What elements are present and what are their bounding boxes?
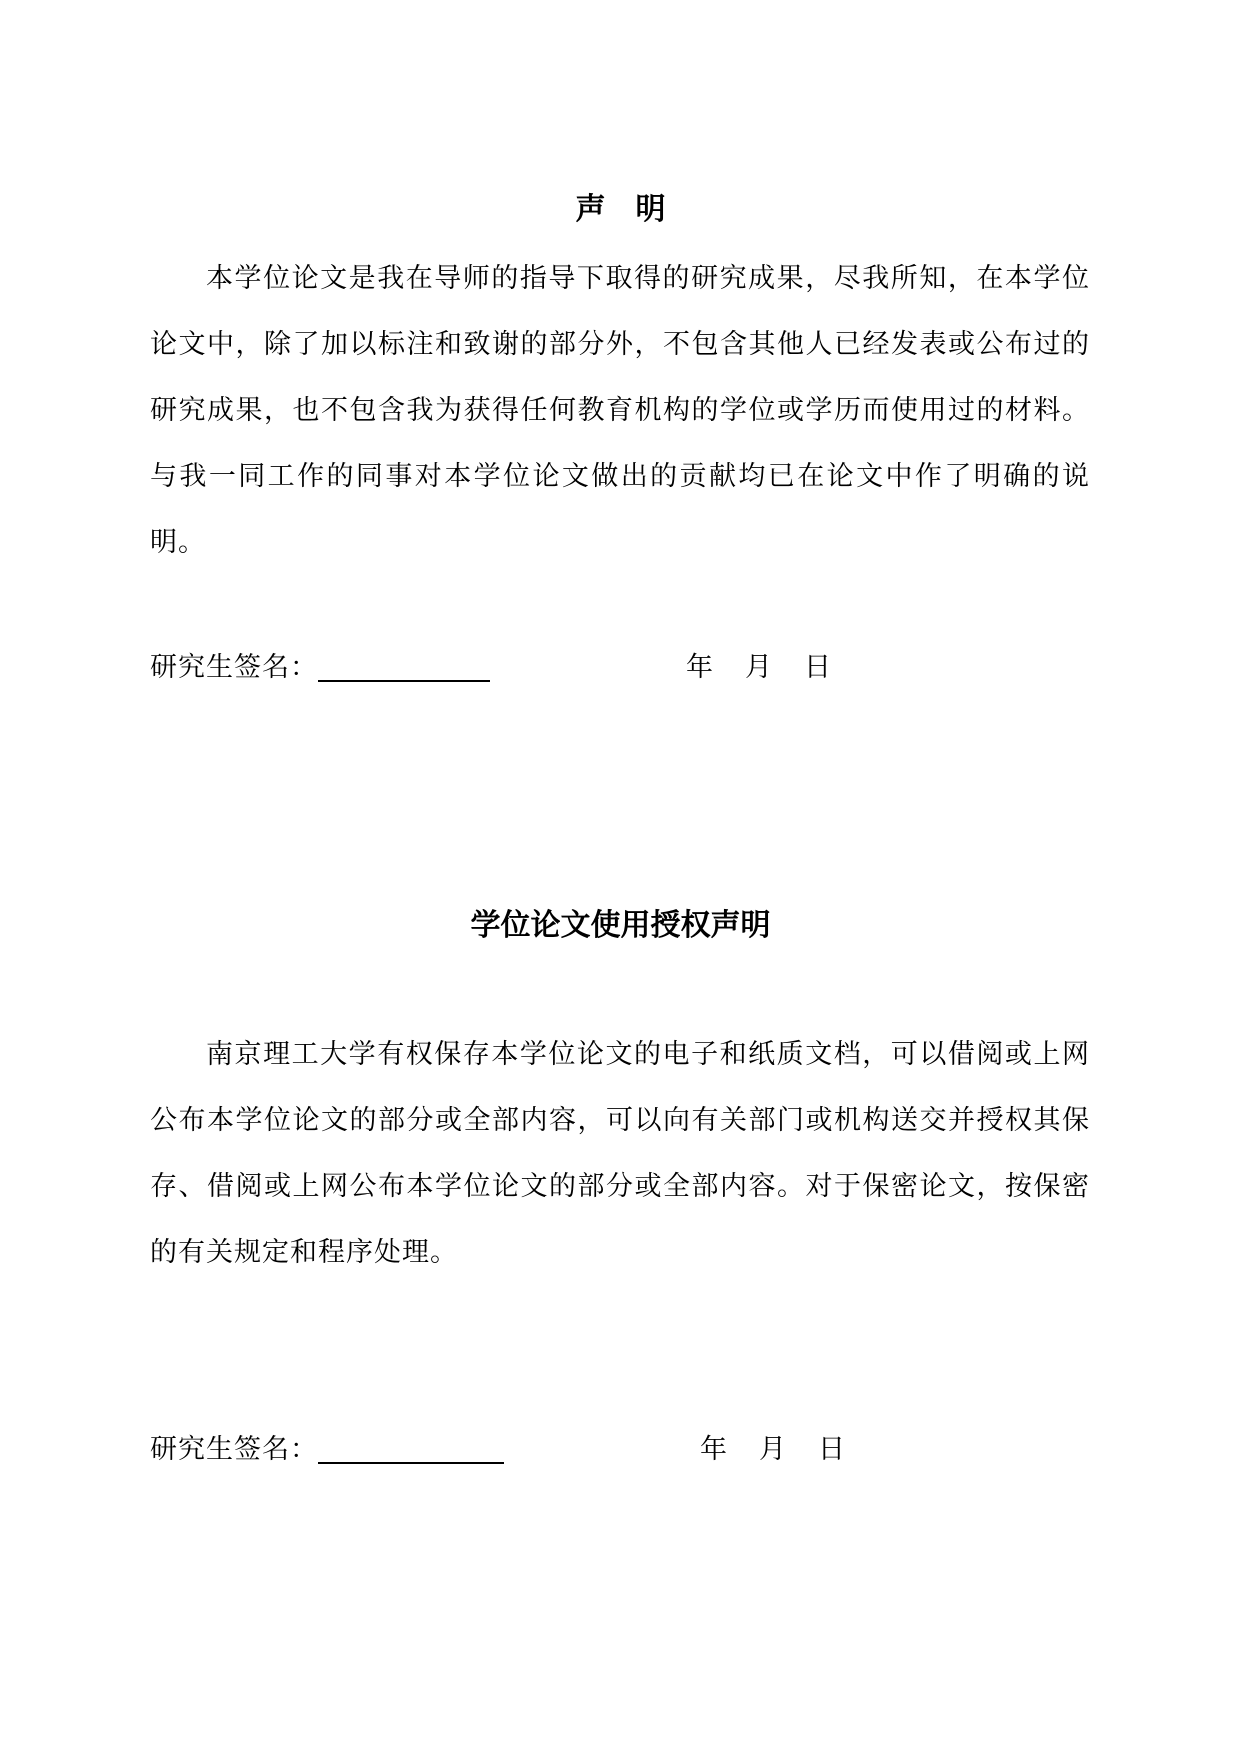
date-day-label: 日 [818,1434,845,1465]
date-year-label: 年 [700,1434,727,1465]
date-month-label: 月 [759,1434,786,1465]
signature-blank[interactable] [318,650,490,682]
declaration-paragraph: 本学位论文是我在导师的指导下取得的研究成果，尽我所知，在本学位论文中，除了加以标注和致谢的部分外，不包含其他人已经发表或公布过的研究成果，也不包含我为获得任何教育机构的学位或学历而使用过的材料。与我一同工作的同事对本学位论文做出的贡献均已在论文中作了明确的说明。 [150,263,1090,558]
date-month-label: 月 [745,652,772,683]
signature-blank[interactable] [318,1432,504,1464]
date-year-label: 年 [686,652,713,683]
signature-label: 研究生签名： [150,1434,318,1465]
declaration-date [686,648,831,688]
date-day-label: 日 [804,652,831,683]
authorization-signature-line [150,1430,504,1470]
declaration-signature-line [150,648,490,688]
authorization-date [700,1430,845,1470]
authorization-paragraph: 南京理工大学有权保存本学位论文的电子和纸质文档，可以借阅或上网公布本学位论文的部分或全部内容，可以向有关部门或机构送交并授权其保存、借阅或上网公布本学位论文的部分或全部内容。对于保密论文，按保密的有关规定和程序处理。 [150,1039,1090,1268]
authorization-title: 学位论文使用授权声明 [470,908,771,943]
declaration-title: 声明 [575,192,696,227]
signature-label: 研究生签名： [150,652,318,683]
